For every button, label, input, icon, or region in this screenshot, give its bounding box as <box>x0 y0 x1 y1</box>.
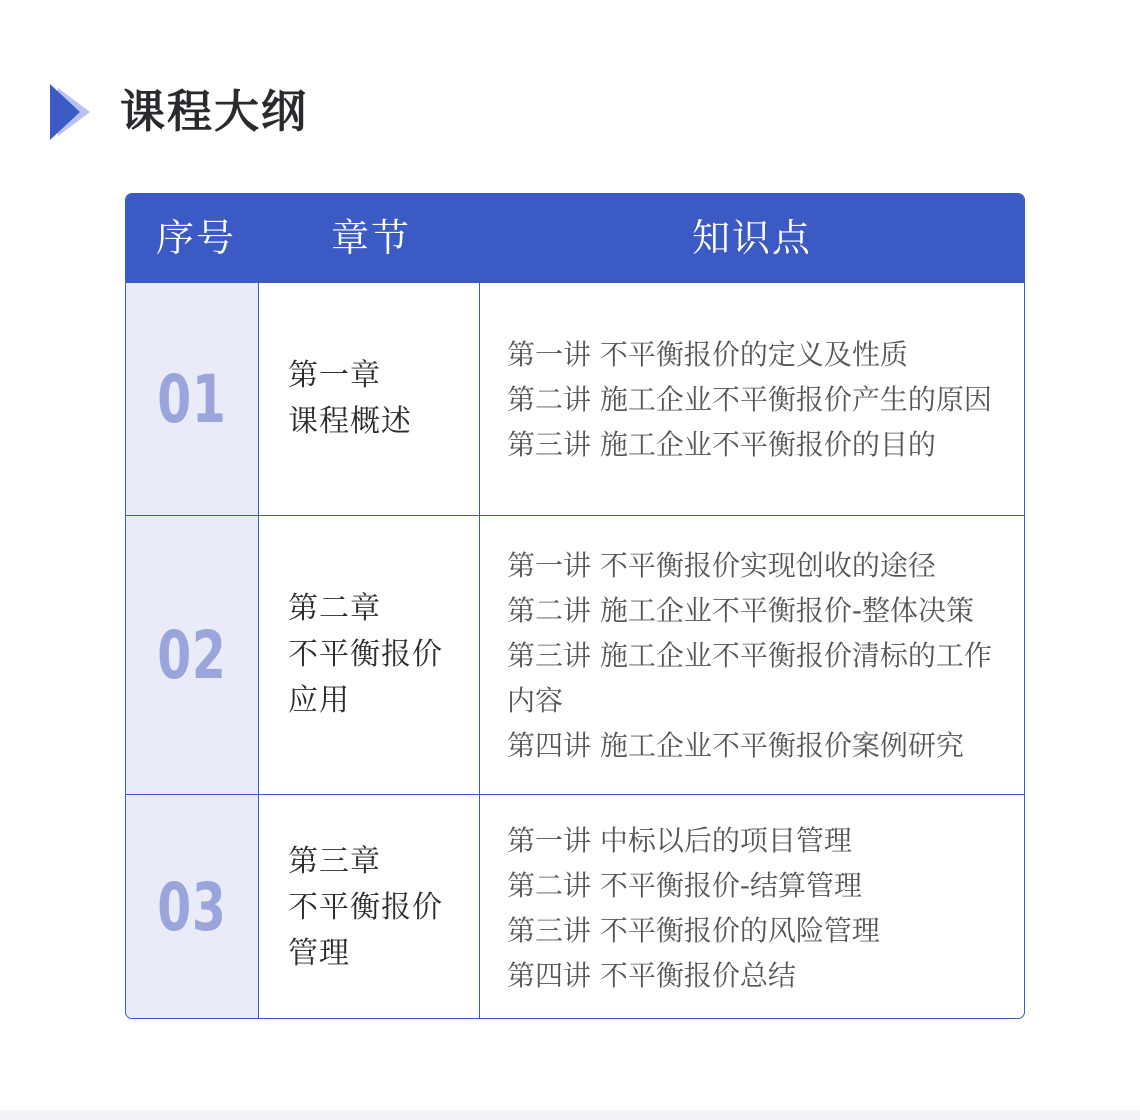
chapter-title: 不平衡报价应用 <box>288 637 443 718</box>
knowledge-item: 第一讲 中标以后的项目管理 <box>507 823 852 857</box>
double-chevron-right-icon <box>50 82 102 142</box>
chapter-text <box>288 839 465 977</box>
chapter-text <box>288 353 412 445</box>
knowledge-cell <box>480 516 1025 794</box>
knowledge-item: 第四讲 施工企业不平衡报价案例研究 <box>507 728 964 762</box>
table-row <box>126 283 1025 515</box>
chapter-text <box>288 586 465 724</box>
header-chapter: 章节 <box>330 216 411 260</box>
header-seq: 序号 <box>155 216 236 260</box>
section-title: 课程大纲 <box>120 85 309 138</box>
chapter-title: 课程概述 <box>288 404 412 439</box>
knowledge-item: 第三讲 施工企业不平衡报价的目的 <box>507 427 936 461</box>
bottom-divider <box>0 1110 1140 1120</box>
section-heading <box>50 82 308 142</box>
knowledge-item: 第一讲 不平衡报价实现创收的途径 <box>507 548 936 582</box>
knowledge-item: 第三讲 施工企业不平衡报价清标的工作内容 <box>507 638 992 717</box>
table-row <box>126 794 1025 1019</box>
course-outline-table <box>125 193 1025 1019</box>
header-knowledge: 知识点 <box>691 216 812 260</box>
chapter-number: 第三章 <box>288 843 381 879</box>
chapter-cell <box>259 283 480 515</box>
chapter-cell <box>259 516 480 794</box>
row-number: 01 <box>157 360 227 438</box>
chapter-number: 第一章 <box>288 358 381 393</box>
table-header <box>126 194 1025 283</box>
knowledge-item: 第一讲 不平衡报价的定义及性质 <box>507 337 908 371</box>
chapter-title: 不平衡报价管理 <box>288 889 443 971</box>
knowledge-item: 第四讲 不平衡报价总结 <box>507 958 796 992</box>
knowledge-item: 第三讲 不平衡报价的风险管理 <box>507 913 880 947</box>
row-number-cell <box>126 795 259 1019</box>
knowledge-item: 第二讲 不平衡报价-结算管理 <box>507 868 863 902</box>
knowledge-item: 第二讲 施工企业不平衡报价-整体决策 <box>507 593 975 627</box>
row-number-cell <box>126 516 259 794</box>
knowledge-cell <box>480 283 1025 515</box>
chapter-number: 第二章 <box>288 591 381 626</box>
row-number: 03 <box>157 869 227 946</box>
row-number-cell <box>126 283 259 515</box>
knowledge-item: 第二讲 施工企业不平衡报价产生的原因 <box>507 382 992 416</box>
table-row <box>126 515 1025 794</box>
chapter-cell <box>259 795 480 1019</box>
row-number: 02 <box>157 616 227 694</box>
knowledge-cell <box>480 795 1025 1019</box>
